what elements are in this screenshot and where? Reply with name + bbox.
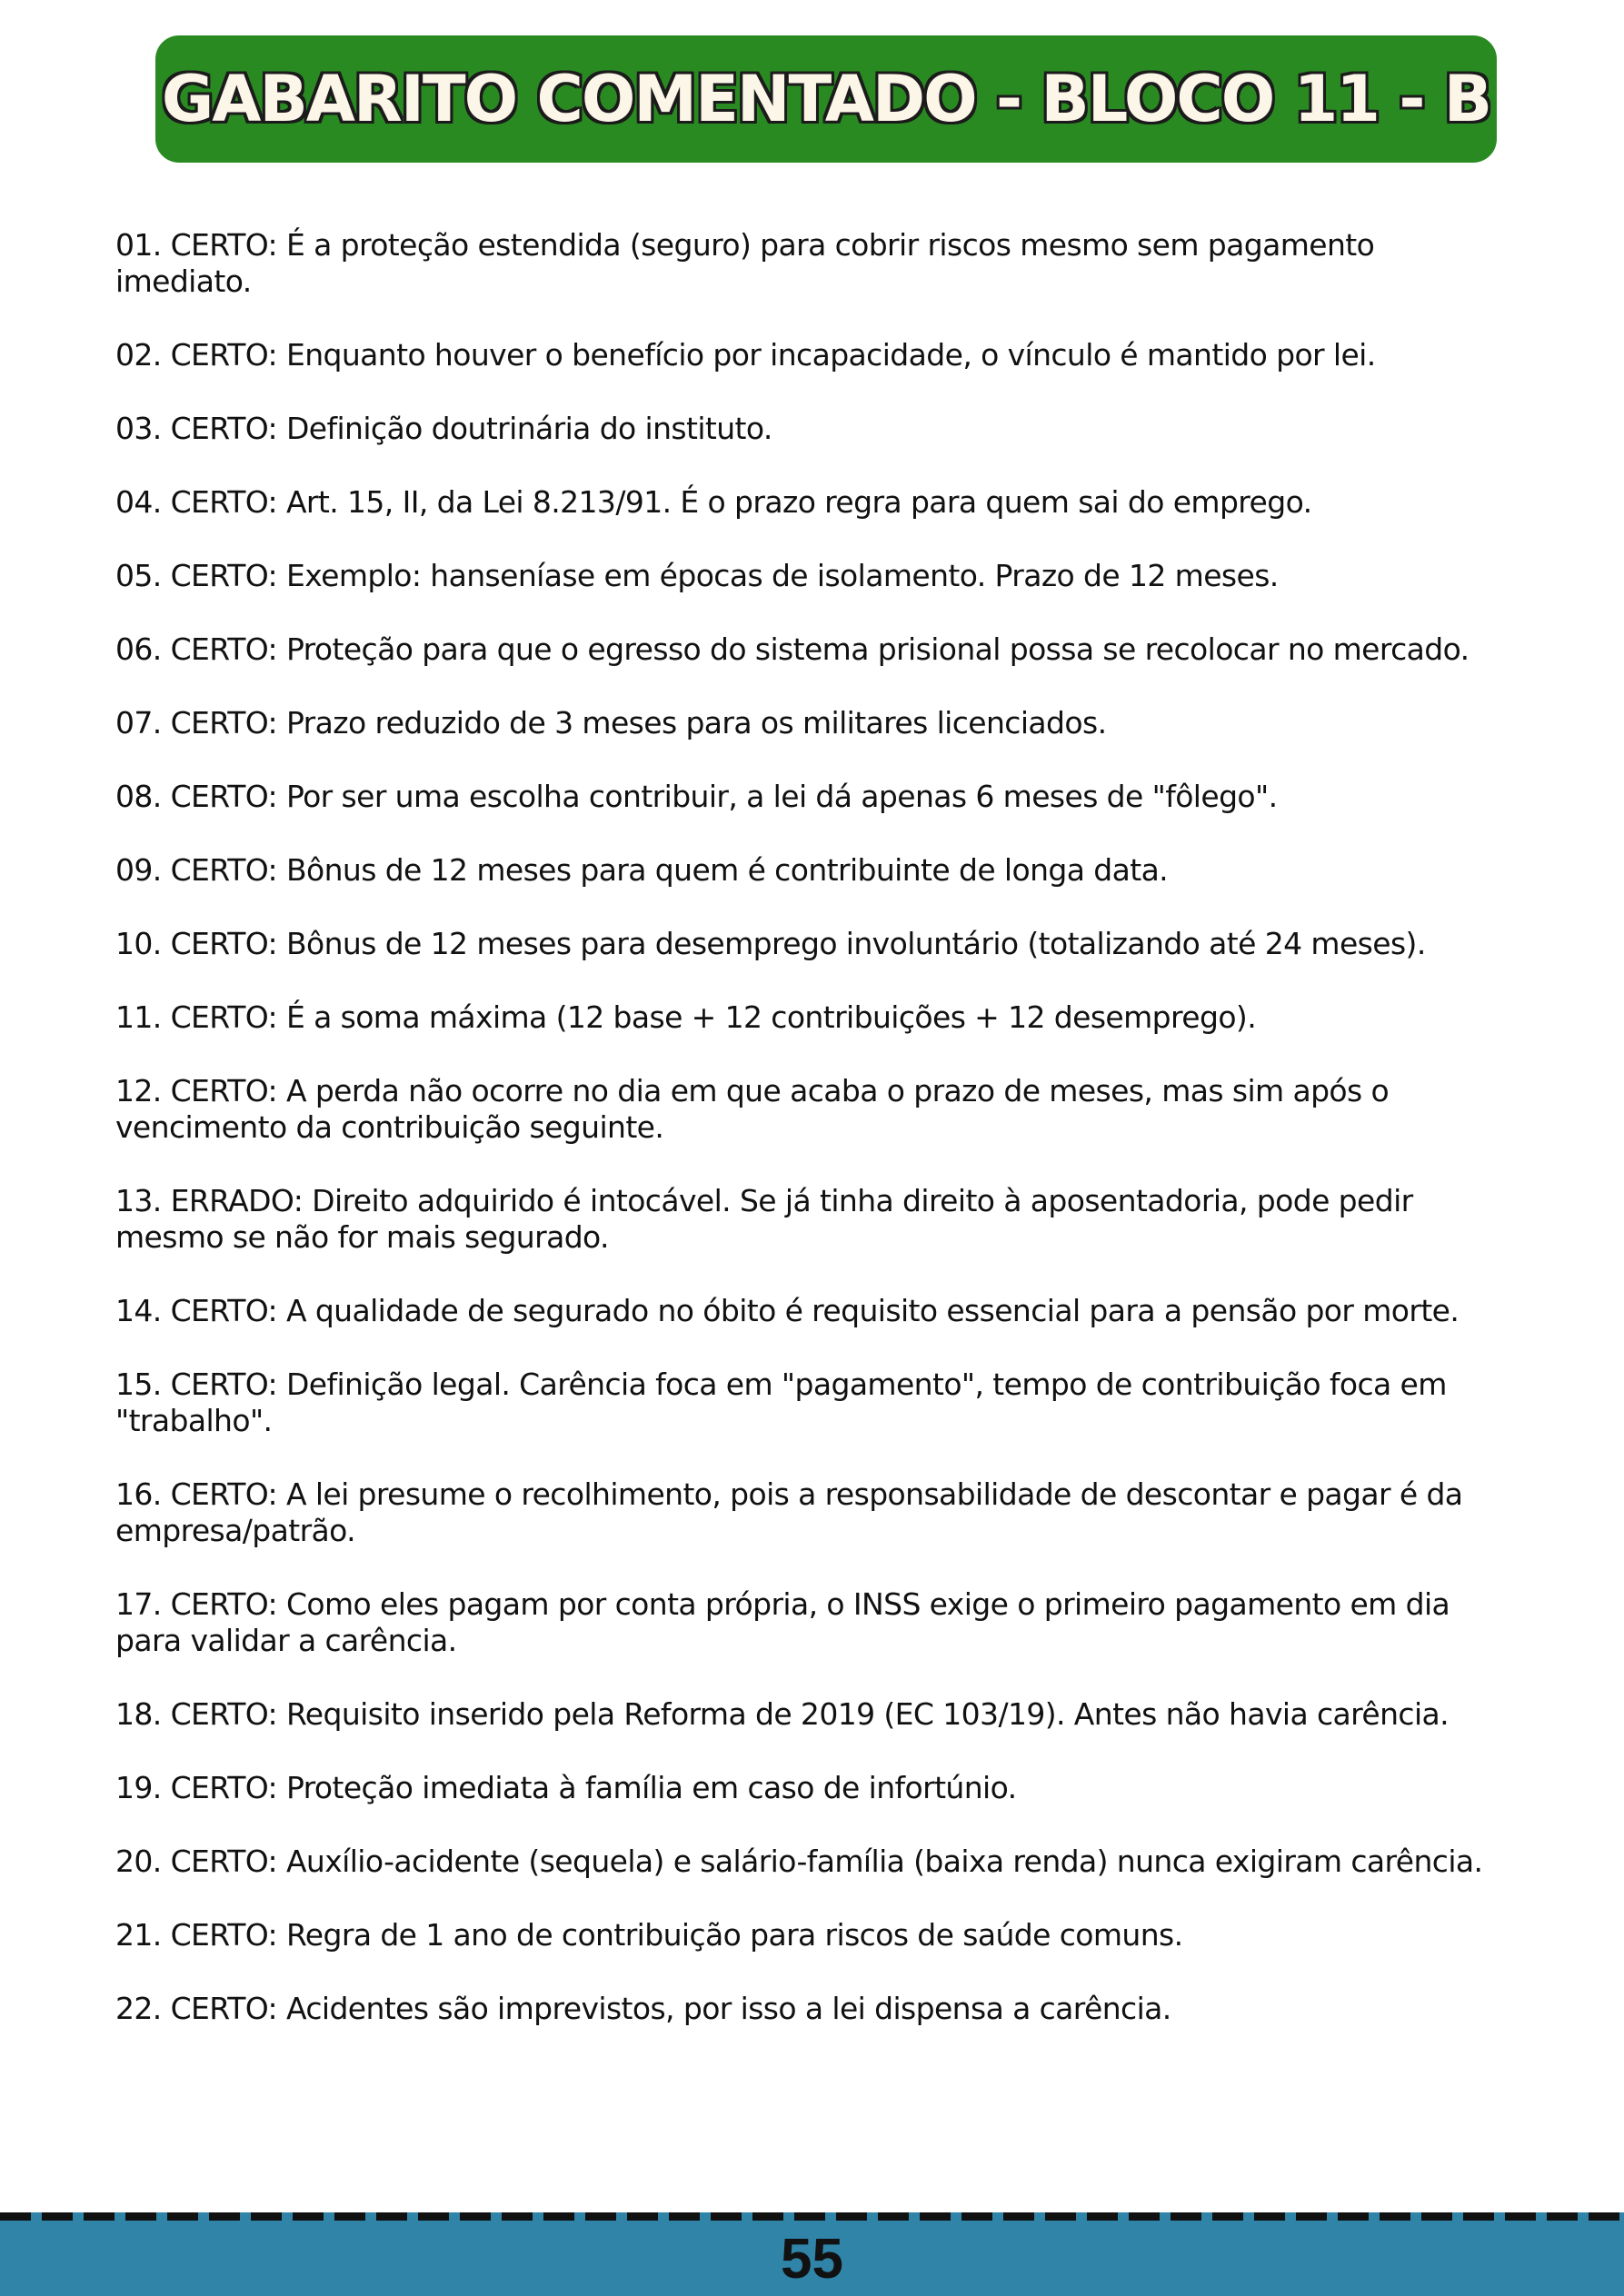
answer-item-14: 14. CERTO: A qualidade de segurado no óbito é requisito essencial para a pensão por morte. — [115, 1293, 1460, 1328]
answer-item-19: 19. CERTO: Proteção imediata à família em caso de infortúnio. — [115, 1770, 1017, 1805]
page-number: 55 — [781, 2228, 843, 2291]
answer-item-17: 17. CERTO: Como eles pagam por conta própria, o INSS exige o primeiro pagamento em dia para validar a carência. — [115, 1586, 1450, 1658]
answer-item-08: 08. CERTO: Por ser uma escolha contribuir, a lei dá apenas 6 meses de "fôlego". — [115, 779, 1278, 814]
answer-item-04: 04. CERTO: Art. 15, II, da Lei 8.213/91. É o prazo regra para quem sai do emprego. — [115, 484, 1312, 520]
answer-item-18: 18. CERTO: Requisito inserido pela Reforma de 2019 (EC 103/19). Antes não havia carência. — [115, 1696, 1450, 1732]
title-banner — [155, 35, 1497, 163]
answer-item-02: 02. CERTO: Enquanto houver o benefício por incapacidade, o vínculo é mantido por lei. — [115, 337, 1376, 373]
page-title: GABARITO COMENTADO - BLOCO 11 - B — [161, 62, 1491, 136]
answer-item-10: 10. CERTO: Bônus de 12 meses para desemprego involuntário (totalizando até 24 meses). — [115, 926, 1426, 961]
answer-item-22: 22. CERTO: Acidentes são imprevistos, por isso a lei dispensa a carência. — [115, 1991, 1171, 2026]
answer-item-06: 06. CERTO: Proteção para que o egresso do sistema prisional possa se recolocar no mercado. — [115, 631, 1470, 667]
footer-dashed-border — [0, 2212, 1624, 2221]
answer-item-05: 05. CERTO: Exemplo: hanseníase em épocas de isolamento. Prazo de 12 meses. — [115, 558, 1279, 593]
answer-item-21: 21. CERTO: Regra de 1 ano de contribuição para riscos de saúde comuns. — [115, 1917, 1183, 1953]
answer-item-16: 16. CERTO: A lei presume o recolhimento, pois a responsabilidade de descontar e pagar é da empresa/patrão. — [115, 1476, 1463, 1548]
answer-item-15: 15. CERTO: Definição legal. Carência foca em "pagamento", tempo de contribuição foca em "trabalho". — [115, 1367, 1447, 1438]
answer-item-20: 20. CERTO: Auxílio-acidente (sequela) e salário-família (baixa renda) nunca exigiram carência. — [115, 1844, 1483, 1879]
answer-item-07: 07. CERTO: Prazo reduzido de 3 meses para os militares licenciados. — [115, 705, 1107, 740]
answer-list — [115, 227, 1515, 2064]
answer-item-09: 09. CERTO: Bônus de 12 meses para quem é contribuinte de longa data. — [115, 852, 1169, 888]
page-footer — [0, 2212, 1624, 2296]
answer-item-03: 03. CERTO: Definição doutrinária do instituto. — [115, 411, 772, 446]
answer-item-13: 13. ERRADO: Direito adquirido é intocável. Se já tinha direito à aposentadoria, pode pedir mesmo se não for mais segurado. — [115, 1183, 1413, 1255]
answer-item-11: 11. CERTO: É a soma máxima (12 base + 12 contribuições + 12 desemprego). — [115, 999, 1257, 1035]
answer-item-01: 01. CERTO: É a proteção estendida (seguro) para cobrir riscos mesmo sem pagamento imediato. — [115, 227, 1375, 299]
answer-item-12: 12. CERTO: A perda não ocorre no dia em que acaba o prazo de meses, mas sim após o vencimento da contribuição seguinte. — [115, 1073, 1390, 1145]
